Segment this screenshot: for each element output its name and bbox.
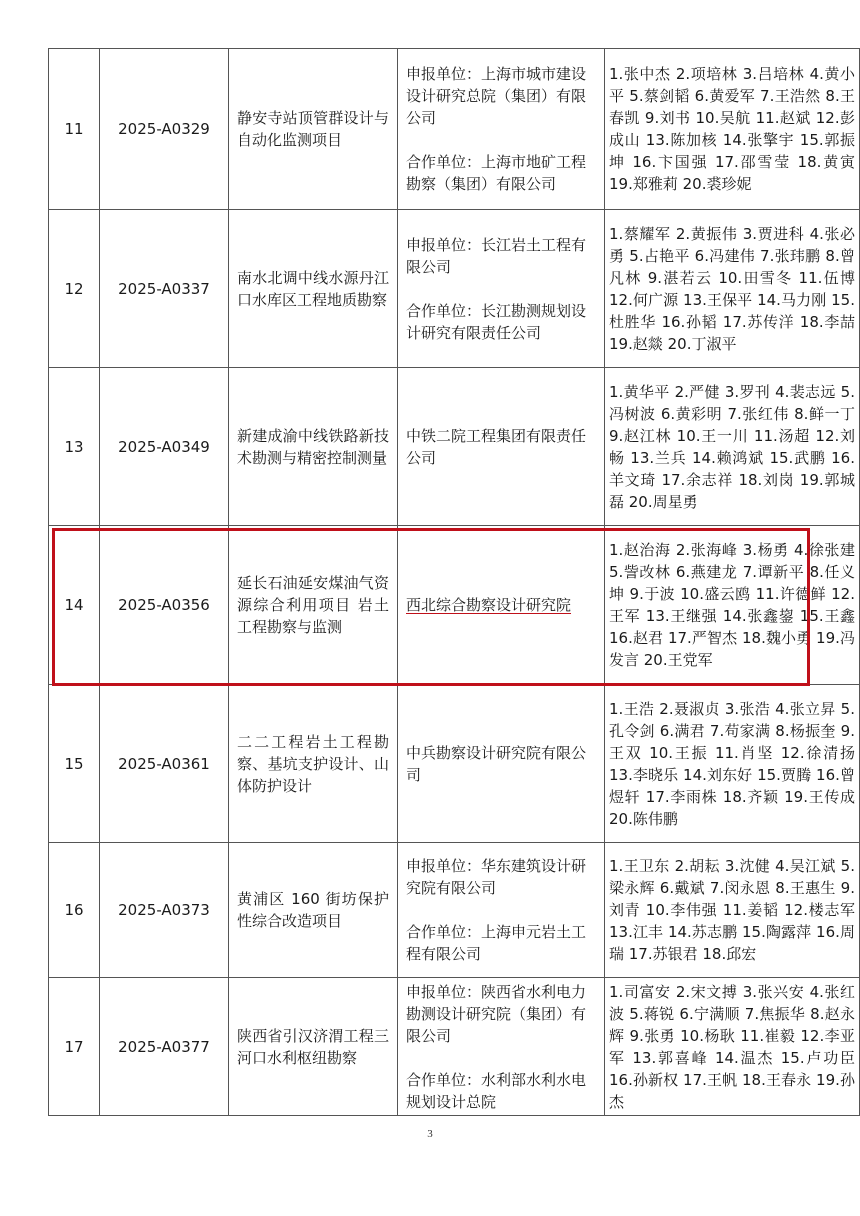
participant-list: 1.王卫东 2.胡耘 3.沈健 4.吴江斌 5.梁永辉 6.戴斌 7.闵永恩 8.王惠生 9.刘青 10.李伟强 11.姜韬 12.楼志军 13.江丰 14.苏志鹏 15.陶露萍 16.周瑞 17.苏银君 18.邱宏	[605, 843, 860, 978]
applicant-unit: 申报单位：长江岩土工程有限公司	[406, 235, 587, 276]
participant-list: 1.赵治海 2.张海峰 3.杨勇 4.徐张建 5.訾改林 6.燕建龙 7.谭新平 8.任义坤 9.于波 10.盛云鸥 11.许德鲜 12.王军 13.王继强 14.张鑫鋆 15.王鑫 16.赵君 17.严智杰 18.魏小勇 19.冯发言 20.王党军	[605, 526, 860, 685]
row-number: 13	[49, 368, 100, 526]
partner-unit: 合作单位：上海申元岩土工程有限公司	[406, 923, 587, 963]
table-row	[49, 368, 860, 526]
project-name: 陕西省引汉济渭工程三河口水利枢纽勘察	[229, 978, 398, 1116]
project-name: 静安寺站顶管群设计与自动化监测项目	[229, 49, 398, 210]
project-name: 延长石油延安煤油气资源综合利用项目 岩土工程勘察与监测	[229, 526, 398, 685]
project-code: 2025-A0349	[100, 368, 229, 526]
row-number: 15	[49, 685, 100, 843]
participant-list: 1.张中杰 2.项培林 3.吕培林 4.黄小平 5.蔡剑韬 6.黄爱军 7.王浩然 8.王春凯 9.刘书 10.吴航 11.赵斌 12.彭成山 13.陈加核 14.张擎宇 15.郭振坤 16.卞国强 17.邵雪莹 18.黄寅 19.郑雅莉 20.裘珍妮	[605, 49, 860, 210]
project-name: 二二工程岩土工程勘察、基坑支护设计、山体防护设计	[229, 685, 398, 843]
applicant-unit: 申报单位：上海市城市建设设计研究总院（集团）有限公司	[406, 65, 587, 127]
unit-cell	[398, 978, 605, 1116]
applicant-unit: 申报单位：陕西省水利电力勘测设计研究院（集团）有限公司	[406, 982, 587, 1045]
award-table	[48, 48, 860, 1116]
project-code: 2025-A0356	[100, 526, 229, 685]
row-number: 11	[49, 49, 100, 210]
table-row	[49, 685, 860, 843]
participant-list: 1.蔡耀军 2.黄振伟 3.贾进科 4.张必勇 5.占艳平 6.冯建伟 7.张玮鹏 8.曾凡林 9.湛若云 10.田雪冬 11.伍博 12.何广源 13.王保平 14.马力刚 15.杜胜华 16.孙韬 17.苏传洋 18.李喆 19.赵燚 20.丁淑平	[605, 210, 860, 368]
unit-cell	[398, 368, 605, 526]
row-number: 12	[49, 210, 100, 368]
applicant-unit: 中兵勘察设计研究院有限公司	[406, 743, 587, 784]
table-row	[49, 843, 860, 978]
row-number: 14	[49, 526, 100, 685]
page-number: 3	[427, 1128, 433, 1140]
table-row-highlighted	[49, 526, 860, 685]
table-row	[49, 210, 860, 368]
unit-cell	[398, 49, 605, 210]
project-code: 2025-A0337	[100, 210, 229, 368]
partner-unit: 合作单位：水利部水利水电规划设计总院	[406, 1070, 587, 1111]
unit-cell	[398, 526, 605, 685]
project-name: 新建成渝中线铁路新技术勘测与精密控制测量	[229, 368, 398, 526]
applicant-unit: 申报单位：华东建筑设计研究院有限公司	[406, 857, 587, 897]
partner-unit: 合作单位：长江勘测规划设计研究有限责任公司	[406, 301, 587, 342]
participant-list: 1.黄华平 2.严健 3.罗刊 4.裴志远 5.冯树波 6.黄彩明 7.张红伟 8.鲜一丁 9.赵江林 10.王一川 11.汤超 12.刘畅 13.兰兵 14.赖鸿斌 15.武鹏 16.羊文琦 17.余志祥 18.刘岗 19.郭城磊 20.周星勇	[605, 368, 860, 526]
row-number: 16	[49, 843, 100, 978]
unit-cell	[398, 843, 605, 978]
table-row	[49, 49, 860, 210]
project-code: 2025-A0329	[100, 49, 229, 210]
project-name: 南水北调中线水源丹江口水库区工程地质勘察	[229, 210, 398, 368]
partner-unit: 合作单位：上海市地矿工程勘察（集团）有限公司	[406, 153, 587, 193]
table-row	[49, 978, 860, 1116]
unit-cell	[398, 210, 605, 368]
applicant-unit: 中铁二院工程集团有限责任公司	[406, 426, 587, 467]
project-code: 2025-A0377	[100, 978, 229, 1116]
project-name: 黄浦区 160 街坊保护性综合改造项目	[229, 843, 398, 978]
unit-cell	[398, 685, 605, 843]
project-code: 2025-A0361	[100, 685, 229, 843]
participant-list: 1.王浩 2.聂淑贞 3.张浩 4.张立昇 5.孔令剑 6.满君 7.苟家满 8.杨振奎 9.王双 10.王振 11.肖坚 12.徐清扬 13.李晓乐 14.刘东好 15.贾腾 16.曾煜轩 17.李雨株 18.齐颖 19.王传成 20.陈伟鹏	[605, 685, 860, 843]
participant-list: 1.司富安 2.宋文搏 3.张兴安 4.张红波 5.蒋锐 6.宁满顺 7.焦振华 8.赵永辉 9.张勇 10.杨耿 11.崔毅 12.李亚军 13.郭喜峰 14.温杰 15.卢功臣 16.孙新权 17.王帆 18.王春永 19.孙杰	[605, 978, 860, 1116]
row-number: 17	[49, 978, 100, 1116]
applicant-unit: 西北综合勘察设计研究院	[406, 596, 572, 614]
project-code: 2025-A0373	[100, 843, 229, 978]
